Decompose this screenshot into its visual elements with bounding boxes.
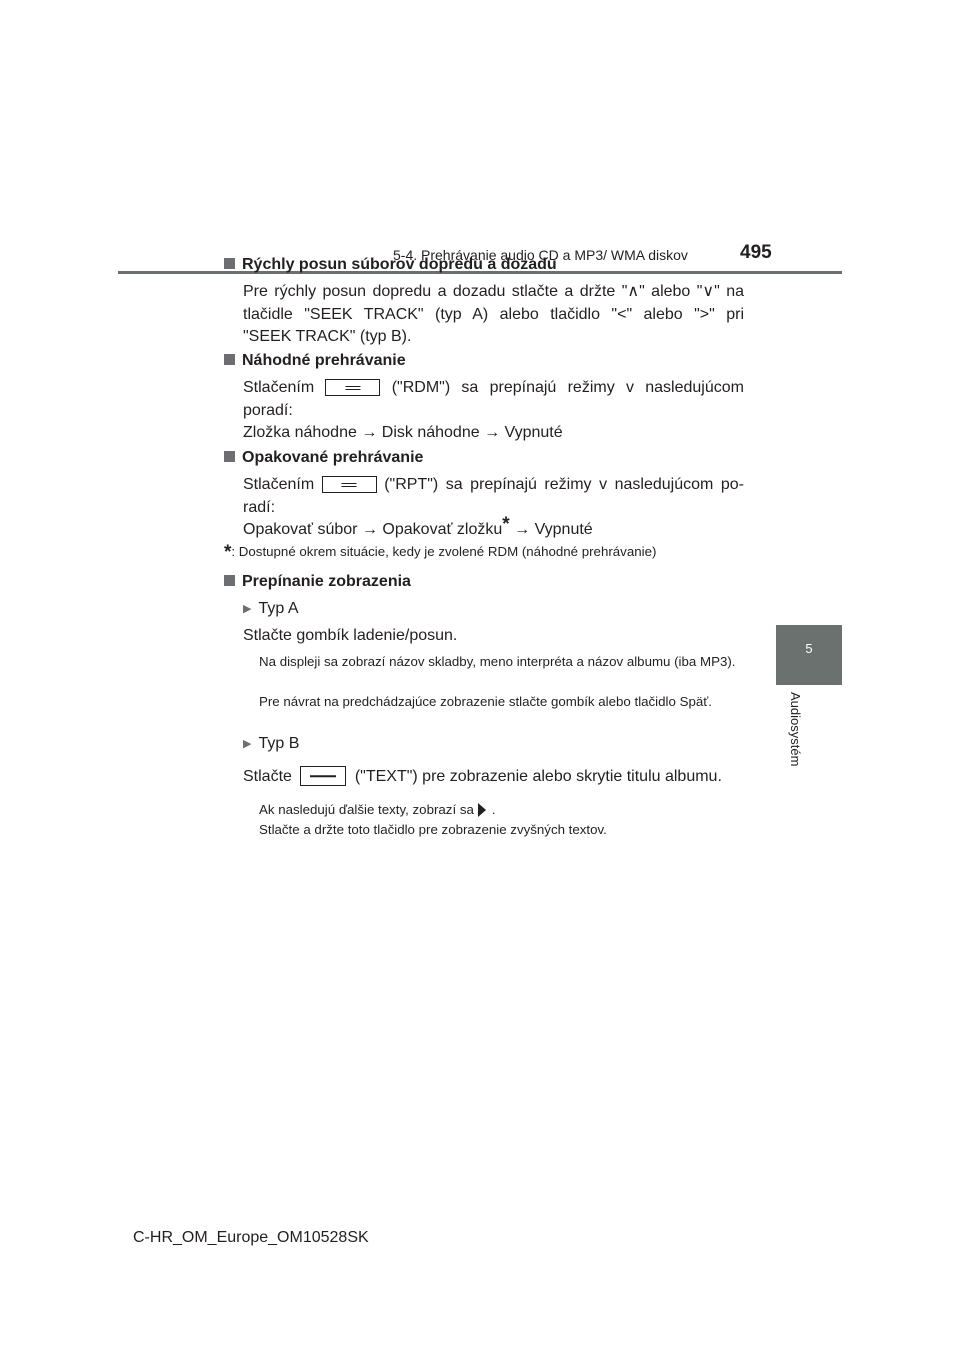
- heading-repeat: Opakované prehrávanie: [224, 447, 744, 469]
- arrow-icon: →: [361, 424, 378, 441]
- paragraph-fast-seek: Pre rýchly posun dopredu a dozadu stlačte a držte "∧" alebo "∨" na tlačidle "SEEK TRACK" (typ A) alebo tlačidlo "<" alebo ">" pri "SEEK TRACK" (typ B).: [243, 283, 744, 345]
- chapter-number: 5: [805, 641, 813, 656]
- footnote: *: Dostupné okrem situácie, kedy je zvolené RDM (náhodné prehrávanie): [224, 542, 657, 563]
- square-bullet-icon: [224, 354, 235, 365]
- paragraph-random: Stlačením ("RDM") sa prepínajú režimy v nasledujúcom poradí: Zložka náhodne → Disk náhodne → Vypnuté: [243, 379, 744, 441]
- arrow-icon: →: [484, 424, 501, 441]
- section-title: 5-4. Prehrávanie audio CD a MP3/ WMA diskov: [393, 247, 688, 263]
- type-b-instruction: Stlačte ("TEXT") pre zobrazenie alebo skrytie titulu albumu.: [243, 768, 722, 785]
- rdm-button-icon: [325, 379, 380, 396]
- page-number: 495: [740, 242, 772, 263]
- square-bullet-icon: [224, 575, 235, 586]
- rpt-button-icon: [322, 476, 377, 493]
- arrow-icon: →: [361, 521, 378, 538]
- triangle-bullet-icon: ▶: [243, 738, 252, 750]
- square-bullet-icon: [224, 451, 235, 462]
- heading-random: Náhodné prehrávanie: [224, 350, 744, 372]
- type-b-note-1: Ak nasledujú ďalšie texty, zobrazí sa .: [259, 802, 496, 817]
- document-id: C-HR_OM_Europe_OM10528SK: [133, 1229, 369, 1246]
- triangle-bullet-icon: ▶: [243, 603, 252, 615]
- type-a-label: ▶ Typ A: [243, 598, 299, 620]
- text-button-icon: [300, 766, 346, 786]
- asterisk-mark: *: [502, 514, 510, 535]
- type-b-label: ▶ Typ B: [243, 733, 299, 755]
- type-b-note-2: Stlačte a držte toto tlačidlo pre zobrazenie zvyšných textov.: [259, 822, 607, 837]
- heading-display: Prepínanie zobrazenia: [224, 571, 744, 593]
- footnote-mark: *: [224, 542, 232, 563]
- type-a-instruction: Stlačte gombík ladenie/posun.: [243, 627, 458, 644]
- type-a-note-1: Na displeji sa zobrazí názov skladby, meno interpréta a názov albumu (iba MP3).: [259, 654, 736, 669]
- chapter-label: Audiosystém: [788, 692, 803, 767]
- arrow-icon: →: [514, 521, 531, 538]
- square-bullet-icon: [224, 258, 235, 269]
- heading-fast-seek: Rýchly posun súborov dopredu a dozadu: [224, 254, 744, 276]
- type-a-note-2: Pre návrat na predchádzajúce zobrazenie stlačte gombík alebo tlačidlo Späť.: [259, 694, 712, 709]
- more-text-arrow-icon: [478, 803, 486, 817]
- paragraph-repeat: Stlačením ("RPT") sa prepínajú režimy v nasledujúcom po- radí: Opakovať súbor → Opakovať zložku* → Vypnuté: [243, 476, 744, 538]
